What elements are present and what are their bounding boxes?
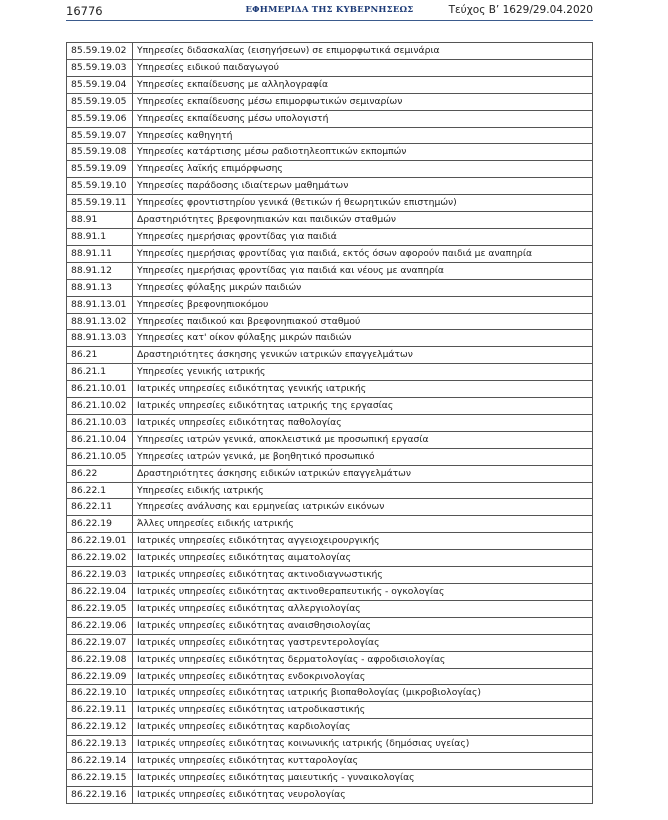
description-cell: Ιατρικές υπηρεσίες ειδικότητας ακτινοδιαγνωστικής <box>133 567 593 584</box>
table-row <box>67 330 593 347</box>
code-cell: 85.59.19.02 <box>67 43 133 60</box>
table-row <box>67 617 593 634</box>
table-row <box>67 43 593 60</box>
table-row <box>67 584 593 601</box>
description-cell: Ιατρικές υπηρεσίες ειδικότητας νευρολογίας <box>133 786 593 803</box>
code-cell: 86.22.19.08 <box>67 651 133 668</box>
description-cell: Ιατρικές υπηρεσίες ειδικότητας ιατροδικαστικής <box>133 702 593 719</box>
code-cell: 86.22.19.02 <box>67 550 133 567</box>
table-row <box>67 262 593 279</box>
code-cell: 85.59.19.10 <box>67 178 133 195</box>
description-cell: Υπηρεσίες παράδοσης ιδιαίτερων μαθημάτων <box>133 178 593 195</box>
code-cell: 86.22.19.09 <box>67 668 133 685</box>
description-cell: Υπηρεσίες βρεφονηπιοκόμου <box>133 296 593 313</box>
code-cell: 85.59.19.11 <box>67 195 133 212</box>
table-row <box>67 110 593 127</box>
code-cell: 86.21.10.01 <box>67 381 133 398</box>
table-row <box>67 296 593 313</box>
code-cell: 86.22.19.07 <box>67 634 133 651</box>
table-row <box>67 431 593 448</box>
code-cell: 86.22.19.16 <box>67 786 133 803</box>
table-row <box>67 93 593 110</box>
description-cell: Υπηρεσίες γενικής ιατρικής <box>133 364 593 381</box>
description-cell: Υπηρεσίες ιατρών γενικά, αποκλειστικά με προσωπική εργασία <box>133 431 593 448</box>
description-cell: Υπηρεσίες καθηγητή <box>133 127 593 144</box>
description-cell: Άλλες υπηρεσίες ειδικής ιατρικής <box>133 516 593 533</box>
code-cell: 88.91.13.01 <box>67 296 133 313</box>
table-row <box>67 753 593 770</box>
code-cell: 86.21.1 <box>67 364 133 381</box>
code-cell: 85.59.19.05 <box>67 93 133 110</box>
code-cell: 85.59.19.07 <box>67 127 133 144</box>
table-row <box>67 668 593 685</box>
description-cell: Ιατρικές υπηρεσίες ειδικότητας ιατρικής βιοπαθολογίας (μικροβιολογίας) <box>133 685 593 702</box>
code-cell: 85.59.19.09 <box>67 161 133 178</box>
description-cell: Ιατρικές υπηρεσίες ειδικότητας δερματολογίας - αφροδισιολογίας <box>133 651 593 668</box>
code-cell: 86.22.19.06 <box>67 617 133 634</box>
code-cell: 86.22.19.11 <box>67 702 133 719</box>
table-row <box>67 313 593 330</box>
code-cell: 86.22 <box>67 465 133 482</box>
code-cell: 86.22.19.10 <box>67 685 133 702</box>
description-cell: Ιατρικές υπηρεσίες ειδικότητας ενδοκρινολογίας <box>133 668 593 685</box>
code-cell: 85.59.19.04 <box>67 76 133 93</box>
code-cell: 88.91.12 <box>67 262 133 279</box>
description-cell: Ιατρικές υπηρεσίες ειδικότητας ακτινοθεραπευτικής - ογκολογίας <box>133 584 593 601</box>
description-cell: Ιατρικές υπηρεσίες ειδικότητας γαστρεντερολογίας <box>133 634 593 651</box>
description-cell: Ιατρικές υπηρεσίες ειδικότητας κυτταρολογίας <box>133 753 593 770</box>
description-cell: Υπηρεσίες ημερήσιας φροντίδας για παιδιά και νέους με αναπηρία <box>133 262 593 279</box>
code-cell: 88.91.1 <box>67 228 133 245</box>
table-body <box>67 43 593 804</box>
table-row <box>67 212 593 229</box>
code-cell: 86.22.19.01 <box>67 533 133 550</box>
table-row <box>67 347 593 364</box>
description-cell: Ιατρικές υπηρεσίες ειδικότητας καρδιολογίας <box>133 719 593 736</box>
code-cell: 86.22.19.04 <box>67 584 133 601</box>
issue-reference: Τεύχος Β’ 1629/29.04.2020 <box>448 4 593 16</box>
description-cell: Υπηρεσίες κατάρτισης μέσω ραδιοτηλεοπτικών εκπομπών <box>133 144 593 161</box>
code-cell: 86.22.19.03 <box>67 567 133 584</box>
description-cell: Ιατρικές υπηρεσίες ειδικότητας γενικής ιατρικής <box>133 381 593 398</box>
table-row <box>67 195 593 212</box>
description-cell: Ιατρικές υπηρεσίες ειδικότητας ιατρικής της εργασίας <box>133 398 593 415</box>
code-cell: 86.22.19.12 <box>67 719 133 736</box>
table-row <box>67 482 593 499</box>
table-row <box>67 76 593 93</box>
table-row <box>67 550 593 567</box>
table-row <box>67 178 593 195</box>
activity-codes-table <box>66 42 593 804</box>
description-cell: Ιατρικές υπηρεσίες ειδικότητας παθολογίας <box>133 414 593 431</box>
table-row <box>67 465 593 482</box>
table-row <box>67 127 593 144</box>
table-row <box>67 398 593 415</box>
description-cell: Ιατρικές υπηρεσίες ειδικότητας αλλεργιολογίας <box>133 600 593 617</box>
gazette-title: ΕΦΗΜΕΡΙΔΑ ΤΗΣ ΚΥΒΕΡΝΗΣΕΩΣ <box>245 5 414 15</box>
table-row <box>67 651 593 668</box>
table-row <box>67 567 593 584</box>
code-cell: 88.91 <box>67 212 133 229</box>
description-cell: Υπηρεσίες φροντιστηρίου γενικά (θετικών ή θεωρητικών επιστημών) <box>133 195 593 212</box>
description-cell: Υπηρεσίες λαϊκής επιμόρφωσης <box>133 161 593 178</box>
table-row <box>67 161 593 178</box>
code-cell: 86.22.11 <box>67 499 133 516</box>
description-cell: Ιατρικές υπηρεσίες ειδικότητας αγγειοχειρουργικής <box>133 533 593 550</box>
table-row <box>67 516 593 533</box>
code-cell: 86.21.10.02 <box>67 398 133 415</box>
table-row <box>67 381 593 398</box>
description-cell: Υπηρεσίες εκπαίδευσης μέσω υπολογιστή <box>133 110 593 127</box>
code-cell: 86.21.10.04 <box>67 431 133 448</box>
page-number: 16776 <box>66 4 103 18</box>
table-row <box>67 769 593 786</box>
table-row <box>67 364 593 381</box>
table-row <box>67 245 593 262</box>
description-cell: Ιατρικές υπηρεσίες ειδικότητας κοινωνικής ιατρικής (δημόσιας υγείας) <box>133 736 593 753</box>
code-cell: 86.22.19 <box>67 516 133 533</box>
table-row <box>67 786 593 803</box>
code-cell: 86.21.10.03 <box>67 414 133 431</box>
description-cell: Υπηρεσίες εκπαίδευσης μέσω επιμορφωτικών σεμιναρίων <box>133 93 593 110</box>
code-cell: 86.22.1 <box>67 482 133 499</box>
table-row <box>67 736 593 753</box>
table-row <box>67 144 593 161</box>
table-row <box>67 634 593 651</box>
code-cell: 86.21 <box>67 347 133 364</box>
page-header <box>66 2 593 21</box>
description-cell: Υπηρεσίες παιδικού και βρεφονηπιακού σταθμού <box>133 313 593 330</box>
table-row <box>67 702 593 719</box>
code-cell: 88.91.13.03 <box>67 330 133 347</box>
table-row <box>67 414 593 431</box>
description-cell: Υπηρεσίες φύλαξης μικρών παιδιών <box>133 279 593 296</box>
description-cell: Υπηρεσίες ιατρών γενικά, με βοηθητικό προσωπικό <box>133 448 593 465</box>
code-cell: 86.22.19.05 <box>67 600 133 617</box>
table-row <box>67 279 593 296</box>
table-row <box>67 533 593 550</box>
description-cell: Υπηρεσίες εκπαίδευσης με αλληλογραφία <box>133 76 593 93</box>
table-row <box>67 448 593 465</box>
code-cell: 86.22.19.15 <box>67 769 133 786</box>
code-cell: 88.91.13 <box>67 279 133 296</box>
description-cell: Υπηρεσίες ειδικής ιατρικής <box>133 482 593 499</box>
code-cell: 86.22.19.13 <box>67 736 133 753</box>
description-cell: Υπηρεσίες ειδικού παιδαγωγού <box>133 59 593 76</box>
table-row <box>67 499 593 516</box>
code-cell: 86.21.10.05 <box>67 448 133 465</box>
description-cell: Ιατρικές υπηρεσίες ειδικότητας αιματολογίας <box>133 550 593 567</box>
code-cell: 85.59.19.08 <box>67 144 133 161</box>
description-cell: Υπηρεσίες διδασκαλίας (εισηγήσεων) σε επιμορφωτικά σεμινάρια <box>133 43 593 60</box>
table-row <box>67 228 593 245</box>
code-cell: 85.59.19.03 <box>67 59 133 76</box>
table-row <box>67 719 593 736</box>
description-cell: Υπηρεσίες κατ' οίκον φύλαξης μικρών παιδιών <box>133 330 593 347</box>
description-cell: Ιατρικές υπηρεσίες ειδικότητας αναισθησιολογίας <box>133 617 593 634</box>
description-cell: Δραστηριότητες άσκησης ειδικών ιατρικών επαγγελμάτων <box>133 465 593 482</box>
description-cell: Υπηρεσίες ανάλυσης και ερμηνείας ιατρικών εικόνων <box>133 499 593 516</box>
description-cell: Υπηρεσίες ημερήσιας φροντίδας για παιδιά <box>133 228 593 245</box>
table-row <box>67 59 593 76</box>
table-row <box>67 600 593 617</box>
code-cell: 85.59.19.06 <box>67 110 133 127</box>
table-row <box>67 685 593 702</box>
description-cell: Δραστηριότητες άσκησης γενικών ιατρικών επαγγελμάτων <box>133 347 593 364</box>
description-cell: Υπηρεσίες ημερήσιας φροντίδας για παιδιά, εκτός όσων αφορούν παιδιά με αναπηρία <box>133 245 593 262</box>
code-cell: 88.91.11 <box>67 245 133 262</box>
description-cell: Ιατρικές υπηρεσίες ειδικότητας μαιευτικής - γυναικολογίας <box>133 769 593 786</box>
description-cell: Δραστηριότητες βρεφονηπιακών και παιδικών σταθμών <box>133 212 593 229</box>
code-cell: 88.91.13.02 <box>67 313 133 330</box>
code-cell: 86.22.19.14 <box>67 753 133 770</box>
